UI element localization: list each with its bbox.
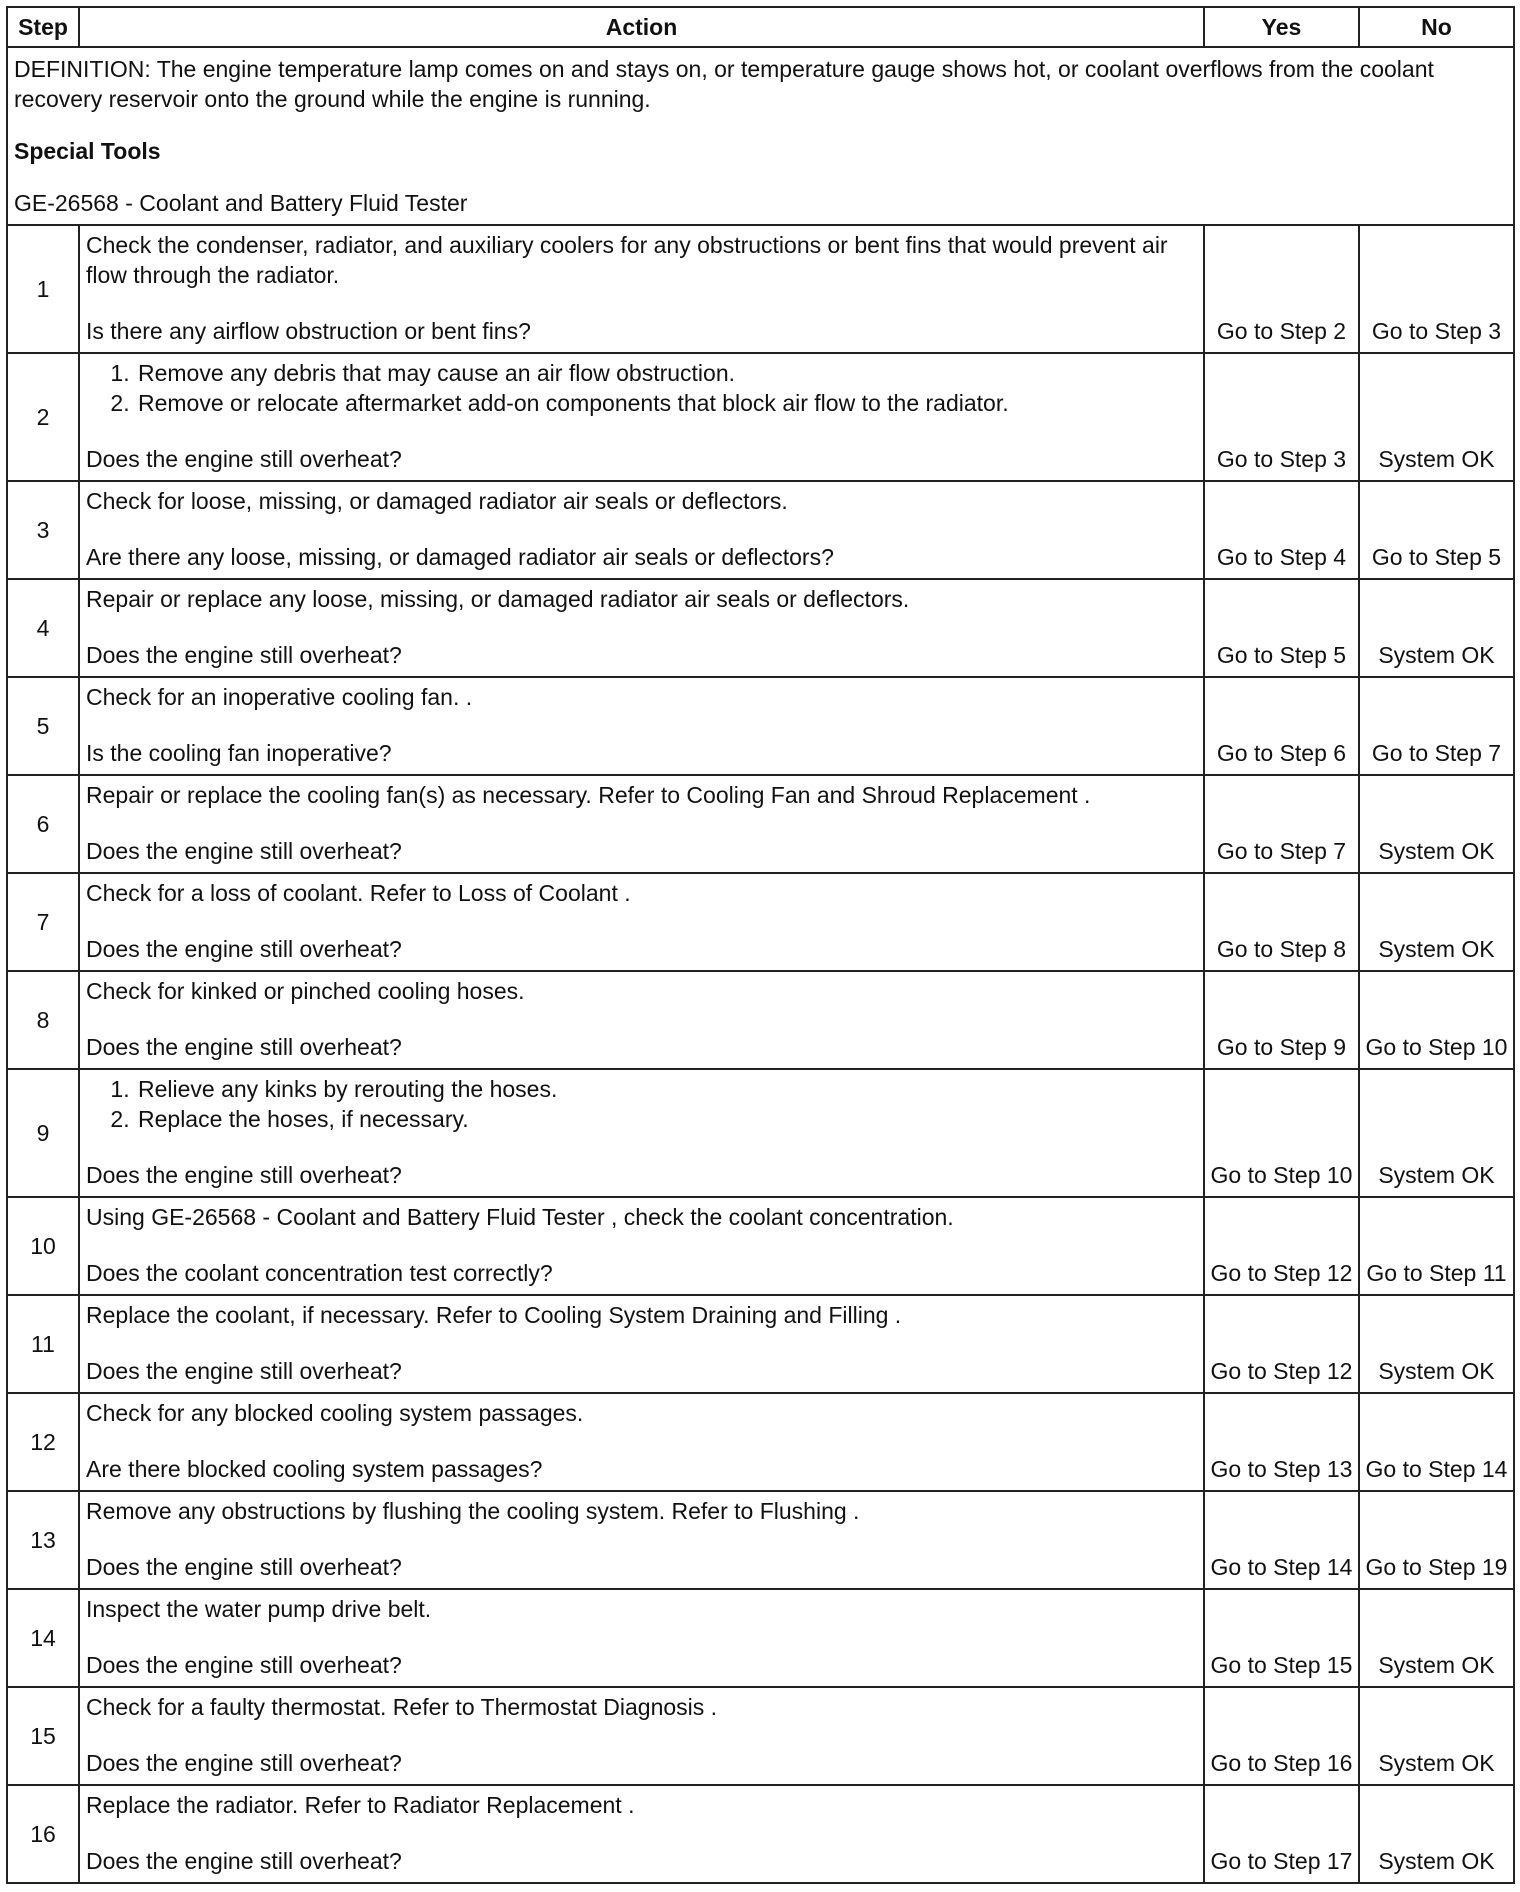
step-action <box>79 1687 1204 1785</box>
definition-cell <box>7 47 1514 225</box>
no-header: No <box>1359 7 1514 47</box>
spacer <box>86 516 1197 542</box>
spacer <box>86 418 1197 444</box>
step-action <box>79 1295 1204 1393</box>
question-text: Does the engine still overheat? <box>86 1162 402 1188</box>
step-action <box>79 1069 1204 1197</box>
no-result: System OK <box>1359 353 1514 481</box>
question-text: Does the engine still overheat? <box>86 642 402 668</box>
spacer <box>86 1428 1197 1454</box>
no-result: System OK <box>1359 1687 1514 1785</box>
action-text: Remove any obstructions by flushing the cooling system. Refer to Flushing . <box>86 1498 860 1524</box>
action-text: Check for a loss of coolant. Refer to Loss of Coolant . <box>86 880 631 906</box>
question-text: Does the engine still overheat? <box>86 936 402 962</box>
step-number: 8 <box>7 971 79 1069</box>
action-text: Replace the radiator. Refer to Radiator Replacement . <box>86 1792 635 1818</box>
action-text: Inspect the water pump drive belt. <box>86 1596 432 1622</box>
step-number: 11 <box>7 1295 79 1393</box>
spacer <box>86 290 1197 316</box>
question-text: Does the coolant concentration test correctly? <box>86 1260 553 1286</box>
yes-result: Go to Step 8 <box>1204 873 1359 971</box>
step-action <box>79 1589 1204 1687</box>
question-text: Does the engine still overheat? <box>86 838 402 864</box>
action-text: Check for a faulty thermostat. Refer to Thermostat Diagnosis . <box>86 1694 718 1720</box>
no-result: Go to Step 11 <box>1359 1197 1514 1295</box>
action-text: Check for loose, missing, or damaged radiator air seals or deflectors. <box>86 488 788 514</box>
yes-result: Go to Step 6 <box>1204 677 1359 775</box>
question-text: Does the engine still overheat? <box>86 1554 402 1580</box>
special-tool-item: GE-26568 - Coolant and Battery Fluid Tester <box>14 190 468 216</box>
yes-result: Go to Step 12 <box>1204 1295 1359 1393</box>
action-text: Using GE-26568 - Coolant and Battery Fluid Tester , check the coolant concentration. <box>86 1204 954 1230</box>
yes-result: Go to Step 7 <box>1204 775 1359 873</box>
step-number: 10 <box>7 1197 79 1295</box>
step-action <box>79 775 1204 873</box>
question-text: Does the engine still overheat? <box>86 1848 402 1874</box>
step-action <box>79 873 1204 971</box>
step-action <box>79 1785 1204 1883</box>
yes-result: Go to Step 14 <box>1204 1491 1359 1589</box>
step-row <box>7 481 1514 579</box>
step-row <box>7 225 1514 353</box>
step-action <box>79 225 1204 353</box>
diagnostic-table <box>6 6 1515 1884</box>
action-text: Check for kinked or pinched cooling hoses. <box>86 978 525 1004</box>
step-action <box>79 677 1204 775</box>
step-row <box>7 775 1514 873</box>
step-number: 13 <box>7 1491 79 1589</box>
step-header: Step <box>7 7 79 47</box>
step-action <box>79 579 1204 677</box>
step-action <box>79 971 1204 1069</box>
spacer <box>86 712 1197 738</box>
question-text: Are there any loose, missing, or damaged radiator air seals or deflectors? <box>86 544 834 570</box>
action-list <box>86 358 1197 418</box>
step-number: 7 <box>7 873 79 971</box>
header-row <box>7 7 1514 47</box>
spacer <box>86 1820 1197 1846</box>
yes-result: Go to Step 5 <box>1204 579 1359 677</box>
step-number: 14 <box>7 1589 79 1687</box>
step-action <box>79 353 1204 481</box>
no-result: System OK <box>1359 1295 1514 1393</box>
action-text: Repair or replace any loose, missing, or damaged radiator air seals or deflectors. <box>86 586 910 612</box>
step-row <box>7 353 1514 481</box>
yes-result: Go to Step 12 <box>1204 1197 1359 1295</box>
step-row <box>7 1393 1514 1491</box>
question-text: Is there any airflow obstruction or bent fins? <box>86 318 531 344</box>
no-result: Go to Step 19 <box>1359 1491 1514 1589</box>
action-list-item: 1. Relieve any kinks by rerouting the hoses. <box>136 1074 1197 1104</box>
step-number: 1 <box>7 225 79 353</box>
step-number: 5 <box>7 677 79 775</box>
step-number: 9 <box>7 1069 79 1197</box>
yes-result: Go to Step 4 <box>1204 481 1359 579</box>
yes-header: Yes <box>1204 7 1359 47</box>
definition-row <box>7 47 1514 225</box>
no-result: Go to Step 7 <box>1359 677 1514 775</box>
action-list <box>86 1074 1197 1134</box>
yes-result: Go to Step 17 <box>1204 1785 1359 1883</box>
no-result: System OK <box>1359 1785 1514 1883</box>
spacer <box>86 1134 1197 1160</box>
action-list-item: 2. Replace the hoses, if necessary. <box>136 1104 1197 1134</box>
step-action <box>79 481 1204 579</box>
question-text: Does the engine still overheat? <box>86 1034 402 1060</box>
no-result: System OK <box>1359 775 1514 873</box>
spacer <box>86 1526 1197 1552</box>
no-result: Go to Step 10 <box>1359 971 1514 1069</box>
spacer <box>86 1330 1197 1356</box>
yes-result: Go to Step 9 <box>1204 971 1359 1069</box>
step-number: 4 <box>7 579 79 677</box>
step-number: 2 <box>7 353 79 481</box>
spacer <box>86 1006 1197 1032</box>
step-row <box>7 1491 1514 1589</box>
yes-result: Go to Step 15 <box>1204 1589 1359 1687</box>
question-text: Are there blocked cooling system passages? <box>86 1456 543 1482</box>
spacer <box>86 810 1197 836</box>
spacer <box>86 1722 1197 1748</box>
step-row <box>7 1197 1514 1295</box>
no-result: Go to Step 3 <box>1359 225 1514 353</box>
yes-result: Go to Step 3 <box>1204 353 1359 481</box>
question-text: Does the engine still overheat? <box>86 446 402 472</box>
step-number: 12 <box>7 1393 79 1491</box>
step-action <box>79 1393 1204 1491</box>
action-text: Check for any blocked cooling system passages. <box>86 1400 584 1426</box>
question-text: Does the engine still overheat? <box>86 1358 402 1384</box>
question-text: Is the cooling fan inoperative? <box>86 740 392 766</box>
no-result: System OK <box>1359 873 1514 971</box>
step-row <box>7 1589 1514 1687</box>
no-result: System OK <box>1359 579 1514 677</box>
no-result: Go to Step 5 <box>1359 481 1514 579</box>
step-row <box>7 1785 1514 1883</box>
yes-result: Go to Step 16 <box>1204 1687 1359 1785</box>
no-result: Go to Step 14 <box>1359 1393 1514 1491</box>
spacer <box>86 614 1197 640</box>
spacer <box>86 1232 1197 1258</box>
step-action <box>79 1197 1204 1295</box>
no-result: System OK <box>1359 1589 1514 1687</box>
step-row <box>7 579 1514 677</box>
question-text: Does the engine still overheat? <box>86 1750 402 1776</box>
spacer <box>86 1624 1197 1650</box>
yes-result: Go to Step 10 <box>1204 1069 1359 1197</box>
step-number: 3 <box>7 481 79 579</box>
no-result: System OK <box>1359 1069 1514 1197</box>
step-row <box>7 1687 1514 1785</box>
question-text: Does the engine still overheat? <box>86 1652 402 1678</box>
definition-text: DEFINITION: The engine temperature lamp comes on and stays on, or temperature gauge shows hot, or coolant overflows from the coolant recovery reservoir onto the ground while the engine is running. <box>14 56 1434 112</box>
step-row <box>7 677 1514 775</box>
yes-result: Go to Step 2 <box>1204 225 1359 353</box>
step-number: 15 <box>7 1687 79 1785</box>
action-text: Repair or replace the cooling fan(s) as necessary. Refer to Cooling Fan and Shroud Replacement . <box>86 782 1091 808</box>
action-text: Check the condenser, radiator, and auxiliary coolers for any obstructions or bent fins that would prevent air flow through the radiator. <box>86 232 1168 288</box>
action-list-item: 2. Remove or relocate aftermarket add-on components that block air flow to the radiator. <box>136 388 1197 418</box>
step-number: 16 <box>7 1785 79 1883</box>
yes-result: Go to Step 13 <box>1204 1393 1359 1491</box>
step-row <box>7 1069 1514 1197</box>
step-number: 6 <box>7 775 79 873</box>
action-text: Check for an inoperative cooling fan. . <box>86 684 473 710</box>
action-header: Action <box>79 7 1204 47</box>
step-row <box>7 971 1514 1069</box>
action-list-item: 1. Remove any debris that may cause an air flow obstruction. <box>136 358 1197 388</box>
spacer <box>86 908 1197 934</box>
step-row <box>7 1295 1514 1393</box>
action-text: Replace the coolant, if necessary. Refer to Cooling System Draining and Filling . <box>86 1302 902 1328</box>
special-tools-label: Special Tools <box>14 138 161 164</box>
step-row <box>7 873 1514 971</box>
step-action <box>79 1491 1204 1589</box>
